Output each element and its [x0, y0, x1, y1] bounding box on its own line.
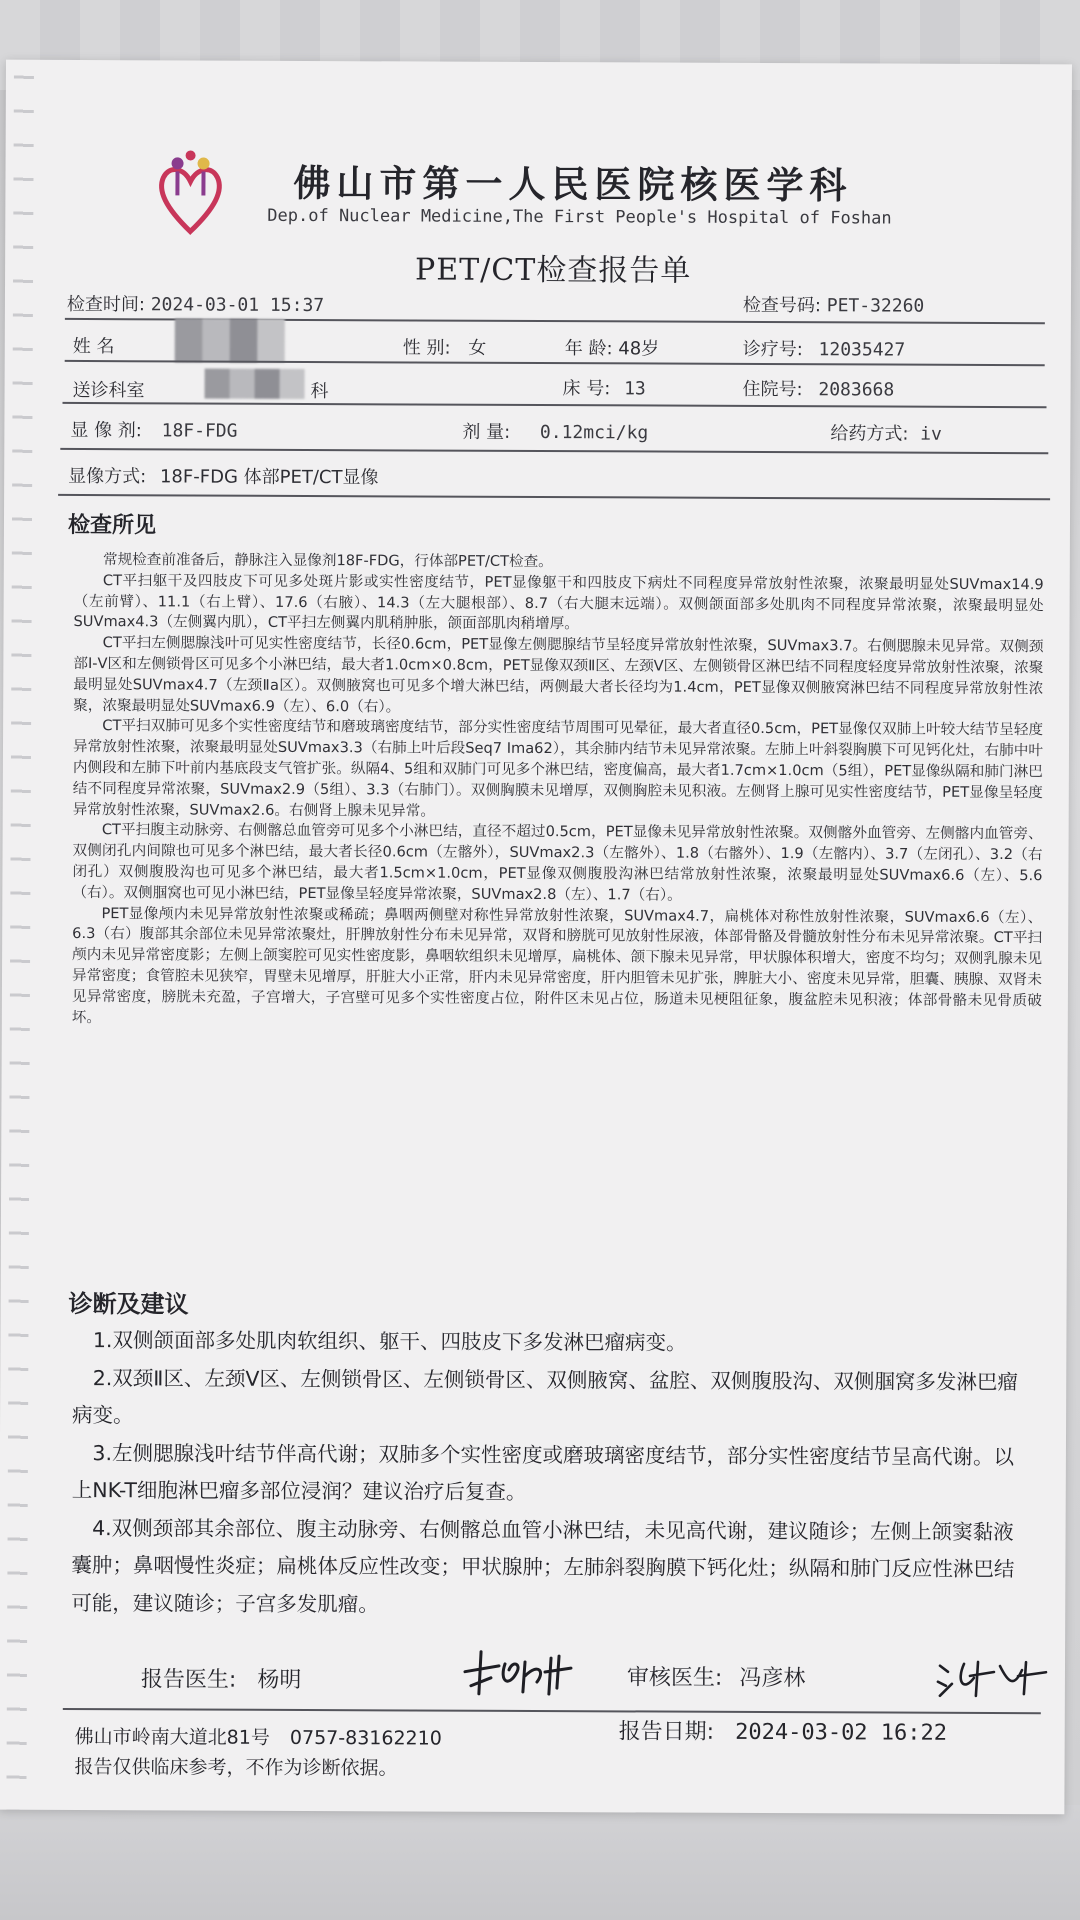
clinic-number-value: 12035427: [818, 339, 906, 361]
hospital-logo-icon: [155, 145, 225, 235]
report-doctor-signature: [459, 1642, 589, 1703]
exam-time-value: 2024-03-01 15:37: [150, 294, 325, 317]
agent-value: 18F-FDG: [161, 420, 238, 442]
review-doctor-signature: [934, 1652, 1054, 1703]
sex-value: 女: [468, 337, 487, 359]
footer-contact: [75, 1722, 442, 1751]
findings-paragraph: CT平扫腹主动脉旁、右侧髂总血管旁可见多个小淋巴结，直径不超过0.5cm，PET显像未见异常放射性浓聚。双侧髂外血管旁、左侧髂内血管旁、双侧闭孔内间隙也可见多个淋巴结，最大者长径0.6cm（左髂外），SUVmax2.3（左髂外）、1.8（右髂外）、1.9（左髂内）、3.7（左闭孔）、3.2（右闭孔）双侧腹股沟也可见多个淋巴结，最大者1.5cm×1.0cm，PET显像双侧腹股沟淋巴结常放射性浓聚，浓聚最明显处SUVmax6.6（左）、5.6（右）。双侧腘窝也可见小淋巴结，PET显像呈轻度异常浓聚，SUVmax2.8（左）、1.7（右）。: [72, 821, 1043, 904]
divider: [60, 448, 1048, 454]
footer-address: 佛山市岭南大道北81号: [74, 1725, 270, 1749]
age-value: 48岁: [618, 338, 660, 360]
inpatient-number: [743, 375, 895, 402]
findings-paragraph: CT平扫躯干及四肢皮下可见多处斑片影或实性密度结节，PET显像躯干和四肢皮下病灶不同程度异常放射性浓聚，浓聚最明显处SUVmax14.9（左前臂）、11.1（右上臂）、17.6（右腋）、14.3（左大腿根部）、8.7（右大腿末远端）。双侧颌面部多处肌肉不同程度异常浓聚，浓聚最明显处SUVmax4.3（左侧翼内肌），CT平扫左侧翼内肌稍肿胀，颌面部肌肉稍增厚。: [73, 571, 1044, 633]
inpatient-number-value: 2083668: [818, 379, 895, 401]
patient-sex: [403, 333, 487, 359]
footer-disclaimer: 报告仅供临床参考，不作为诊断依据。: [74, 1755, 398, 1780]
perforated-margin: [6, 60, 34, 1810]
clinic-number: [743, 335, 906, 362]
diagnosis-body: [71, 1322, 1032, 1626]
findings-paragraph: CT平扫双肺可见多个实性密度结节和磨玻璃密度结节，部分实性密度结节周围可见晕征，最大者直径0.5cm，PET显像仅双肺上叶较大结节呈轻度异常放射性浓聚，浓聚最明显处SUVmax3.3（右肺上叶后段Seq7 Ima62），其余肺内结节未见异常浓聚。左肺上叶斜裂胸膜下可见钙化灶，右肺中叶内侧段和左肺下叶前内基底段支气管扩张。纵隔4、5组和双肺门可见多个淋巴结，密度偏高，最大者1.7cm×1.0cm（5组），PET显像纵隔和肺门淋巴结不同程度异常浓聚，SUVmax2.9（5组）、3.3（右肺门）。双侧胸膜未见增厚，双侧胸腔未见积液。左侧肾上腺可见实性密度结节，PET显像呈轻度异常放射性浓聚，SUVmax2.6。右侧肾上腺未见异常。: [72, 717, 1044, 820]
route-value: iv: [920, 423, 942, 445]
redacted-dept: [205, 369, 305, 399]
sex-label: 性 别:: [402, 337, 451, 359]
report-doctor-label: 报告医生:: [140, 1667, 237, 1693]
age-label: 年 龄:: [564, 338, 613, 360]
findings-paragraph: PET显像颅内未见异常放射性浓聚或稀疏；鼻咽两侧壁对称性异常放射性浓聚，SUVmax4.7，扁桃体对称性放射性浓聚，SUVmax6.6（左）、6.3（右）腹部其余部位未见异常浓聚灶，肝脾放射性分布未见异常，双肾和膀胱可见放射性尿液，体部骨骼及骨髓放射性分布未见异常浓聚。CT平扫颅内未见异常密度影；左侧上颌窦腔可见实性密度影，鼻咽软组织未见增厚，扁桃体、颌下腺未见异常，甲状腺体积增大，密度不均匀；双侧乳腺未见异常密度；食管腔未见狭窄，胃壁未见增厚，肝脏大小正常，肝内未见异常密度，肝内胆管未见扩张，脾脏大小、密度未见异常，胆囊、胰腺、双肾未见异常密度，膀胱未充盈，子宫增大，子宫壁可见多个实性密度占位，附件区未见占位，肠道未见梗阻征象，腹盆腔未见积液；体部骨骼未见骨质破坏。: [71, 904, 1043, 1026]
referring-dept: [73, 376, 145, 402]
exam-number: [743, 291, 924, 318]
dept-value-tail: 科: [310, 381, 329, 403]
dept-label: 送诊科室: [72, 379, 145, 402]
dose-value: 0.12mci/kg: [539, 422, 649, 444]
findings-paragraph: CT平扫左侧腮腺浅叶可见实性密度结节，长径0.6cm，PET显像左侧腮腺结节呈轻度异常放射性浓聚，SUVmax3.7。右侧腮腺未见异常。双侧颈部Ⅰ-Ⅴ区和左侧锁骨区可见多个小淋巴结，最大者1.0cm×0.8cm，PET显像双颈Ⅱ区、左颈Ⅴ区、左侧锁骨区淋巴结不同程度轻度异常放射性浓聚，浓聚最明显处SUVmax4.7（左颈Ⅱa区）。双侧腋窝也可见多个增大淋巴结，两侧最大者长径均为1.4cm，PET显像双侧腋窝淋巴结不同程度异常放射性浓聚，浓聚最明显处SUVmax6.9（左）、6.0（右）。: [73, 634, 1044, 715]
diagnosis-item: 3.左侧腮腺浅叶结节伴高代谢；双肺多个实性密度或磨玻璃密度结节，部分实性密度结节呈高代谢。以上NK-T细胞淋巴瘤多部位浸润？建议治疗后复查。: [71, 1440, 1015, 1504]
review-doctor-name: 冯彦林: [739, 1665, 806, 1692]
admin-route: [830, 419, 942, 445]
patient-age: [565, 334, 660, 360]
diagnosis-title: 诊断及建议: [68, 1289, 189, 1319]
bed-number: [563, 374, 646, 400]
imaging-agent: [70, 416, 237, 443]
report-paper: [0, 60, 1072, 1815]
review-doctor: [627, 1660, 806, 1692]
agent-label: 显 像 剂:: [70, 419, 142, 442]
method-value: 18F-FDG 体部PET/CT显像: [159, 466, 379, 489]
footer-phone: 0757-83162210: [289, 1726, 442, 1750]
dose-label: 剂 量:: [462, 421, 511, 443]
divider: [63, 402, 1047, 408]
divider: [58, 494, 1050, 500]
imaging-method: [68, 462, 378, 489]
report-date-label: 报告日期:: [618, 1719, 715, 1745]
footer-divider: [63, 1708, 1041, 1714]
method-label: 显像方式:: [68, 465, 147, 488]
dose: [462, 418, 648, 445]
dept-suffix: [311, 377, 329, 403]
hospital-name-cn: 佛山市第一人民医院核医学科: [293, 161, 853, 208]
report-date-value: 2024-03-02 16:22: [735, 1719, 948, 1746]
findings-title: 检查所见: [67, 512, 157, 539]
diagnosis-item: 2.双颈Ⅱ区、左颈Ⅴ区、左侧锁骨区、左侧锁骨区、双侧腋窝、盆腔、双侧腹股沟、双侧腘窝多发淋巴瘤病变。: [72, 1365, 1018, 1428]
redacted-name: [175, 318, 285, 362]
name-label: 姓 名: [72, 335, 115, 358]
report-title: PET/CT检查报告单: [415, 252, 692, 289]
findings-body: [72, 550, 1044, 1033]
review-doctor-label: 审核医生:: [626, 1665, 723, 1691]
route-label: 给药方式:: [830, 423, 909, 445]
clinic-number-label: 诊疗号:: [742, 338, 803, 361]
report-doctor: [141, 1662, 302, 1694]
report-date: [619, 1714, 947, 1746]
inpatient-number-label: 住院号:: [742, 378, 803, 401]
exam-time-label: 检查时间:: [66, 293, 146, 316]
diagnosis-item: 4.双侧颈部其余部位、腹主动脉旁、右侧髂总血管小淋巴结，未见高代谢，建议随诊；左侧上颌窦黏液囊肿；鼻咽慢性炎症；扁桃体反应性改变；甲状腺肿；左肺斜裂胸膜下钙化灶；纵隔和肺门反应性淋巴结可能，建议随诊；子宫多发肌瘤。: [71, 1515, 1015, 1616]
hospital-name-en: Dep.of Nuclear Medicine,The First People's Hospital of Foshan: [267, 205, 892, 229]
findings-paragraph: 常规检查前准备后，静脉注入显像剂18F-FDG，行体部PET/CT检查。: [102, 551, 553, 571]
patient-name: [73, 332, 115, 358]
bed-value: 13: [624, 378, 646, 400]
report-doctor-name: 杨明: [257, 1667, 302, 1693]
diagnosis-item: 1.双侧颌面部多处肌肉软组织、躯干、四肢皮下多发淋巴瘤病变。: [92, 1328, 687, 1355]
background-fabric-bottom: [0, 1805, 1080, 1920]
exam-number-value: PET-32260: [826, 295, 925, 317]
exam-time: [67, 290, 324, 317]
exam-number-label: 检查号码:: [742, 294, 822, 317]
bed-label: 床 号:: [562, 378, 611, 400]
